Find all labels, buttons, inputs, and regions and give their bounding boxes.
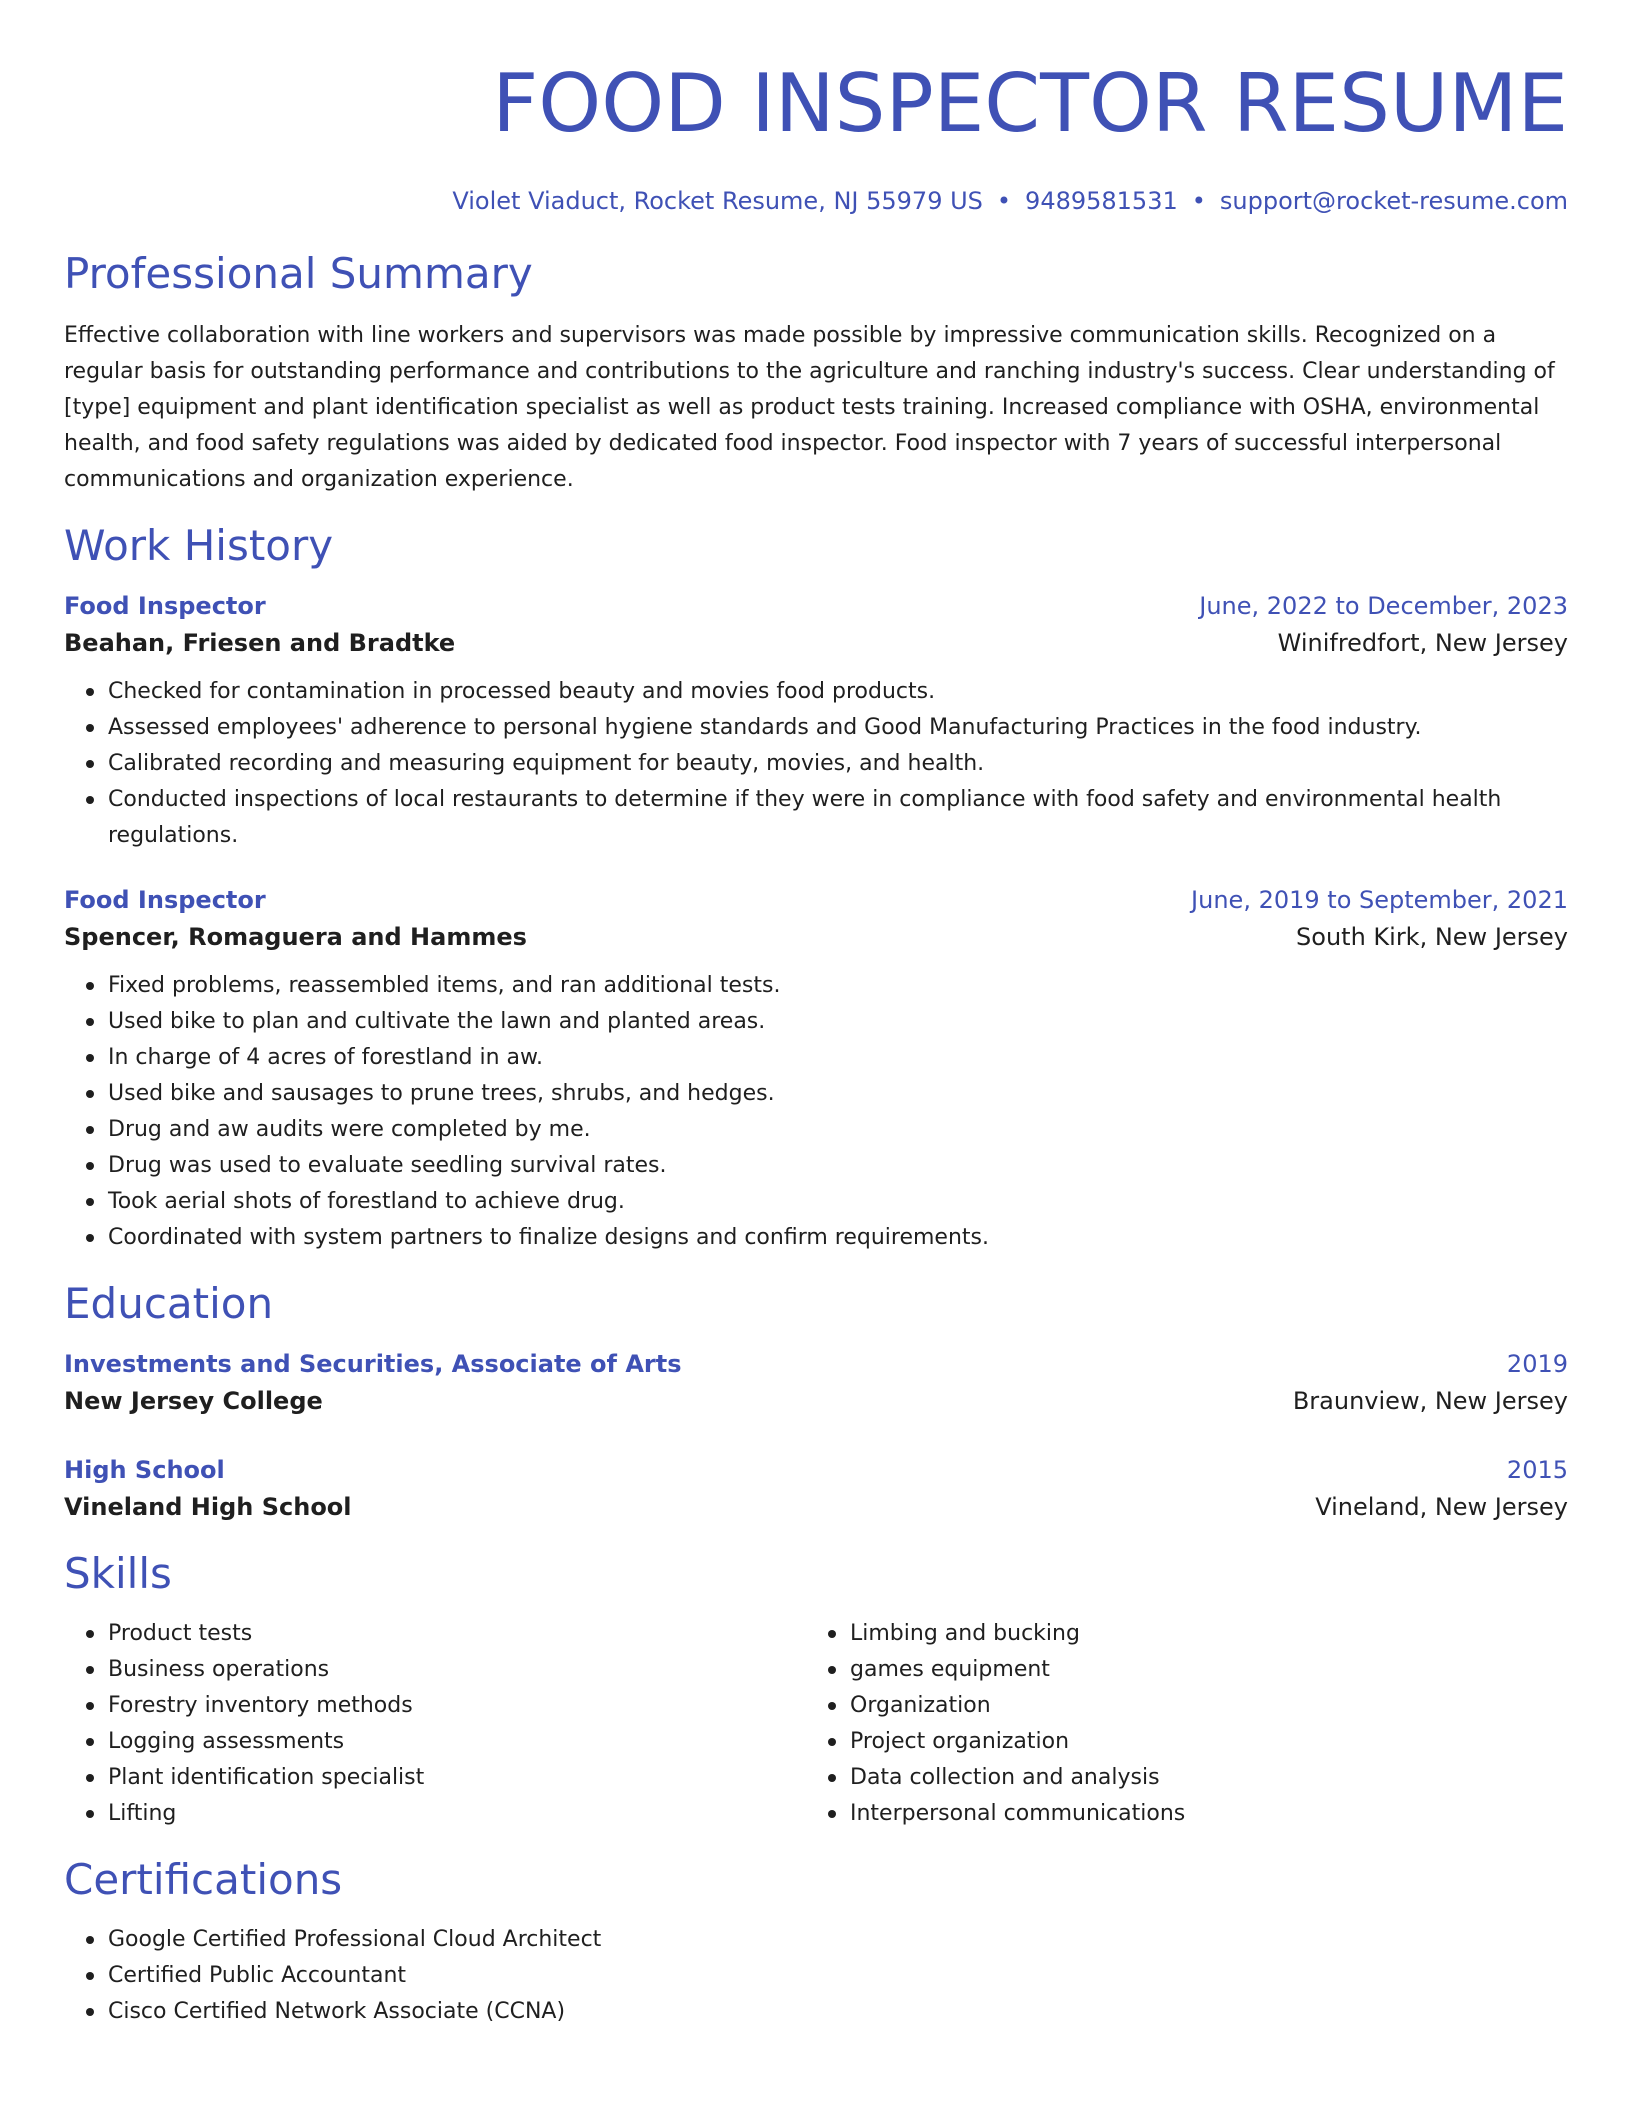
- resume-title: FOOD INSPECTOR RESUME: [492, 57, 1568, 150]
- certification-item: Certified Public Accountant: [108, 1958, 1568, 1994]
- education-degree: High School: [64, 1456, 225, 1484]
- section-heading-summary: Professional Summary: [64, 249, 533, 298]
- skill-item: Project organization: [850, 1724, 1548, 1760]
- summary-text: Effective collaboration with line workers and supervisors was made possible by impressive communication skills. Recognized on a regular basis for outstanding performance and contributions to the agriculture and ranching industry's success. Clear understanding of [type] equipment and plant identification specialist as well as product tests training. Increased compliance with OSHA, environmental health, and food safety regulations was aided by dedicated food inspector. Food inspector with 7 years of successful interpersonal communications and organization experience.: [64, 323, 1555, 492]
- skill-item: Organization: [850, 1688, 1548, 1724]
- contact-separator: •: [996, 187, 1012, 215]
- resume-page: [64, 0, 1568, 2030]
- list-item: Checked for contamination in processed beauty and movies food products.: [108, 674, 1568, 710]
- education-school-row: [64, 1488, 1568, 1526]
- certifications-list: [64, 1922, 1568, 2030]
- contact-email[interactable]: support@rocket-resume.com: [1219, 187, 1568, 215]
- section-heading-skills: Skills: [64, 1549, 172, 1598]
- list-item: Conducted inspections of local restaurants to determine if they were in compliance with food safety and environmental health regulations.: [108, 782, 1568, 854]
- job-dates: June, 2022 to December, 2023: [1199, 592, 1568, 620]
- section-heading-education: Education: [64, 1279, 274, 1328]
- skill-item: Business operations: [108, 1652, 806, 1688]
- job-location: Winifredfort, New Jersey: [1277, 629, 1568, 657]
- skill-item: Data collection and analysis: [850, 1760, 1548, 1796]
- job-company: Beahan, Friesen and Bradtke: [64, 629, 456, 657]
- education-year: 2015: [1506, 1456, 1568, 1484]
- list-item: Fixed problems, reassembled items, and ran additional tests.: [108, 968, 1568, 1004]
- job-title: Food Inspector: [64, 592, 266, 620]
- skill-item: Forestry inventory methods: [108, 1688, 806, 1724]
- contact-line: [64, 184, 1568, 218]
- contact-address: Violet Viaduct, Rocket Resume, NJ 55979 US: [452, 187, 983, 215]
- list-item: In charge of 4 acres of forestland in aw.: [108, 1040, 1568, 1076]
- skills-column-left: [64, 1616, 806, 1832]
- contact-phone: 9489581531: [1025, 187, 1178, 215]
- list-item: Drug and aw audits were completed by me.: [108, 1112, 1568, 1148]
- skill-item: games equipment: [850, 1652, 1548, 1688]
- education-degree-row: [64, 1346, 1568, 1382]
- job-company: Spencer, Romaguera and Hammes: [64, 923, 527, 951]
- skill-item: Lifting: [108, 1796, 806, 1832]
- education-section: [64, 1276, 1568, 1526]
- skills-list-right: [806, 1616, 1548, 1832]
- certification-item: Google Certified Professional Cloud Architect: [108, 1922, 1568, 1958]
- section-heading-work-history: Work History: [64, 521, 334, 570]
- skill-item: Product tests: [108, 1616, 806, 1652]
- education-degree: Investments and Securities, Associate of Arts: [64, 1350, 682, 1378]
- education-entry: [64, 1346, 1568, 1420]
- work-history-section: [64, 518, 1568, 1256]
- job-location: South Kirk, New Jersey: [1296, 923, 1568, 951]
- list-item: Assessed employees' adherence to personal hygiene standards and Good Manufacturing Practices in the food industry.: [108, 710, 1568, 746]
- section-heading-certifications: Certifications: [64, 1855, 343, 1904]
- education-location: Braunview, New Jersey: [1292, 1387, 1568, 1415]
- job-company-row: [64, 624, 1568, 662]
- education-degree-row: [64, 1452, 1568, 1488]
- job-title-row: [64, 588, 1568, 624]
- certifications-section: [64, 1852, 1568, 2030]
- list-item: Used bike to plan and cultivate the lawn and planted areas.: [108, 1004, 1568, 1040]
- job-bullets: [64, 674, 1568, 854]
- skills-list-left: [64, 1616, 806, 1832]
- education-school-row: [64, 1382, 1568, 1420]
- summary-section: [64, 246, 1568, 498]
- education-year: 2019: [1506, 1350, 1568, 1378]
- contact-separator: •: [1191, 187, 1206, 215]
- job-company-row: [64, 918, 1568, 956]
- list-item: Drug was used to evaluate seedling survival rates.: [108, 1148, 1568, 1184]
- list-item: Coordinated with system partners to finalize designs and confirm requirements.: [108, 1220, 1568, 1256]
- job-entry: [64, 882, 1568, 1256]
- certification-item: Cisco Certified Network Associate (CCNA): [108, 1994, 1568, 2030]
- list-item: Took aerial shots of forestland to achieve drug.: [108, 1184, 1568, 1220]
- job-dates: June, 2019 to September, 2021: [1191, 886, 1568, 914]
- skills-column-right: [806, 1616, 1548, 1832]
- skill-item: Plant identification specialist: [108, 1760, 806, 1796]
- skills-columns: [64, 1616, 1568, 1832]
- education-location: Vineland, New Jersey: [1315, 1493, 1568, 1521]
- job-title-row: [64, 882, 1568, 918]
- skill-item: Limbing and bucking: [850, 1616, 1548, 1652]
- skill-item: Logging assessments: [108, 1724, 806, 1760]
- job-bullets: [64, 968, 1568, 1256]
- education-school: Vineland High School: [64, 1493, 352, 1521]
- skills-section: [64, 1546, 1568, 1832]
- list-item: Used bike and sausages to prune trees, shrubs, and hedges.: [108, 1076, 1568, 1112]
- job-title: Food Inspector: [64, 886, 266, 914]
- job-entry: [64, 588, 1568, 854]
- education-school: New Jersey College: [64, 1387, 323, 1415]
- education-entry: [64, 1452, 1568, 1526]
- skill-item: Interpersonal communications: [850, 1796, 1548, 1832]
- list-item: Calibrated recording and measuring equipment for beauty, movies, and health.: [108, 746, 1568, 782]
